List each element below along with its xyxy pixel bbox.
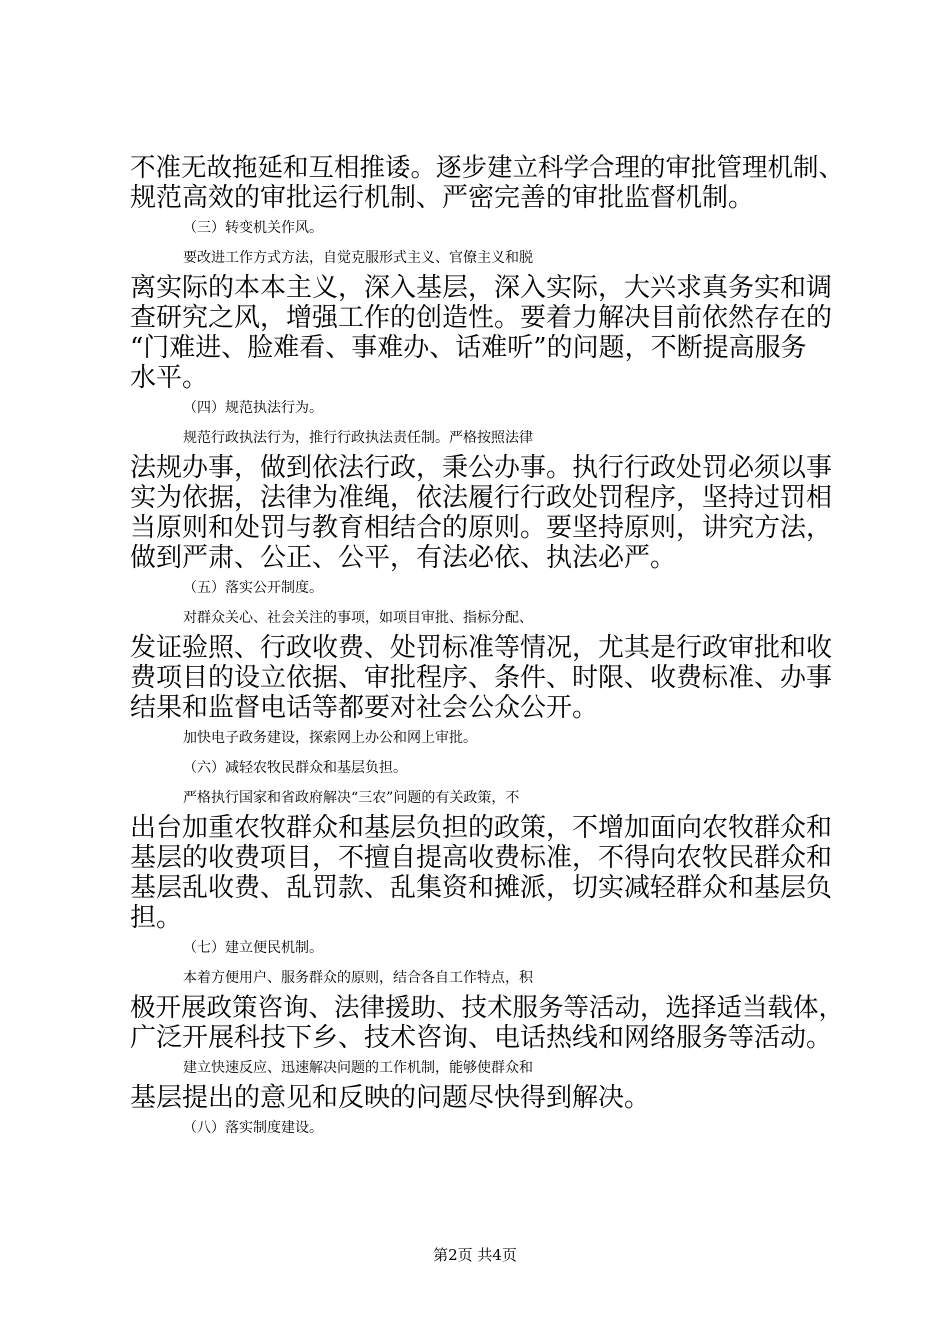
text-line: 严格执行国家和省政府解决“三农”问题的有关政策，不 <box>183 790 520 806</box>
text-line: 法规办事，做到依法行政，秉公办事。执行行政处罚必须以事 <box>130 453 833 483</box>
text-line: （四）规范执法行为。 <box>183 400 323 416</box>
text-line: 担。 <box>130 903 183 933</box>
text-line: 查研究之风，增强工作的创造性。要着力解决目前依然存在的 <box>130 303 833 333</box>
text-line: 费项目的设立依据、审批程序、条件、时限、收费标准、办事 <box>130 663 833 693</box>
text-line: 出台加重农牧群众和基层负担的政策，不增加面向农牧群众和 <box>130 813 833 843</box>
text-line: 水平。 <box>130 363 209 393</box>
text-line: 做到严肃、公正、公平，有法必依、执法必严。 <box>130 543 677 573</box>
text-line: 离实际的本本主义，深入基层，深入实际，大兴求真务实和调 <box>130 273 833 303</box>
text-line: 广泛开展科技下乡、技术咨询、电话热线和网络服务等活动。 <box>130 1023 833 1053</box>
text-line: 加快电子政务建设，探索网上办公和网上审批。 <box>183 730 477 746</box>
text-line: 规范行政执法行为，推行行政执法责任制。严格按照法律 <box>183 430 533 446</box>
text-line: 结果和监督电话等都要对社会公众公开。 <box>130 693 599 723</box>
text-line: （八）落实制度建设。 <box>183 1120 323 1136</box>
text-line: （七）建立便民机制。 <box>183 940 323 956</box>
text-line: 要改进工作方式方法，自觉克服形式主义、官僚主义和脱 <box>183 250 533 266</box>
text-line: 本着方便用户、服务群众的原则，结合各自工作特点，积 <box>183 970 533 986</box>
text-line: （五）落实公开制度。 <box>183 580 323 596</box>
text-line: 发证验照、行政收费、处罚标准等情况，尤其是行政审批和收 <box>130 633 833 663</box>
text-line: 建立快速反应、迅速解决问题的工作机制，能够使群众和 <box>183 1060 533 1076</box>
text-line: 当原则和处罚与教育相结合的原则。要坚持原则，讲究方法， <box>130 513 833 543</box>
page-number: 第2页 共4页 <box>433 1246 517 1264</box>
text-line: 不准无故拖延和互相推诿。逐步建立科学合理的审批管理机制、 <box>130 153 845 183</box>
text-line: （三）转变机关作风。 <box>183 220 323 236</box>
page-footer <box>0 1245 950 1265</box>
text-line: （六）减轻农牧民群众和基层负担。 <box>183 760 407 776</box>
text-line: 基层提出的意见和反映的问题尽快得到解决。 <box>130 1083 651 1113</box>
text-line: 对群众关心、社会关注的事项，如项目审批、指标分配、 <box>183 610 533 626</box>
document-body <box>130 153 850 1143</box>
text-line: 规范高效的审批运行机制、严密完善的审批监督机制。 <box>130 183 755 213</box>
text-line: 实为依据，法律为准绳，依法履行行政处罚程序，坚持过罚相 <box>130 483 833 513</box>
text-line: 基层乱收费、乱罚款、乱集资和摊派，切实减轻群众和基层负 <box>130 873 833 903</box>
text-line: “门难进、脸难看、事难办、话难听”的问题，不断提高服务 <box>130 333 807 363</box>
text-line: 极开展政策咨询、法律援助、技术服务等活动，选择适当载体， <box>130 993 845 1023</box>
text-line: 基层的收费项目，不擅自提高收费标准，不得向农牧民群众和 <box>130 843 833 873</box>
